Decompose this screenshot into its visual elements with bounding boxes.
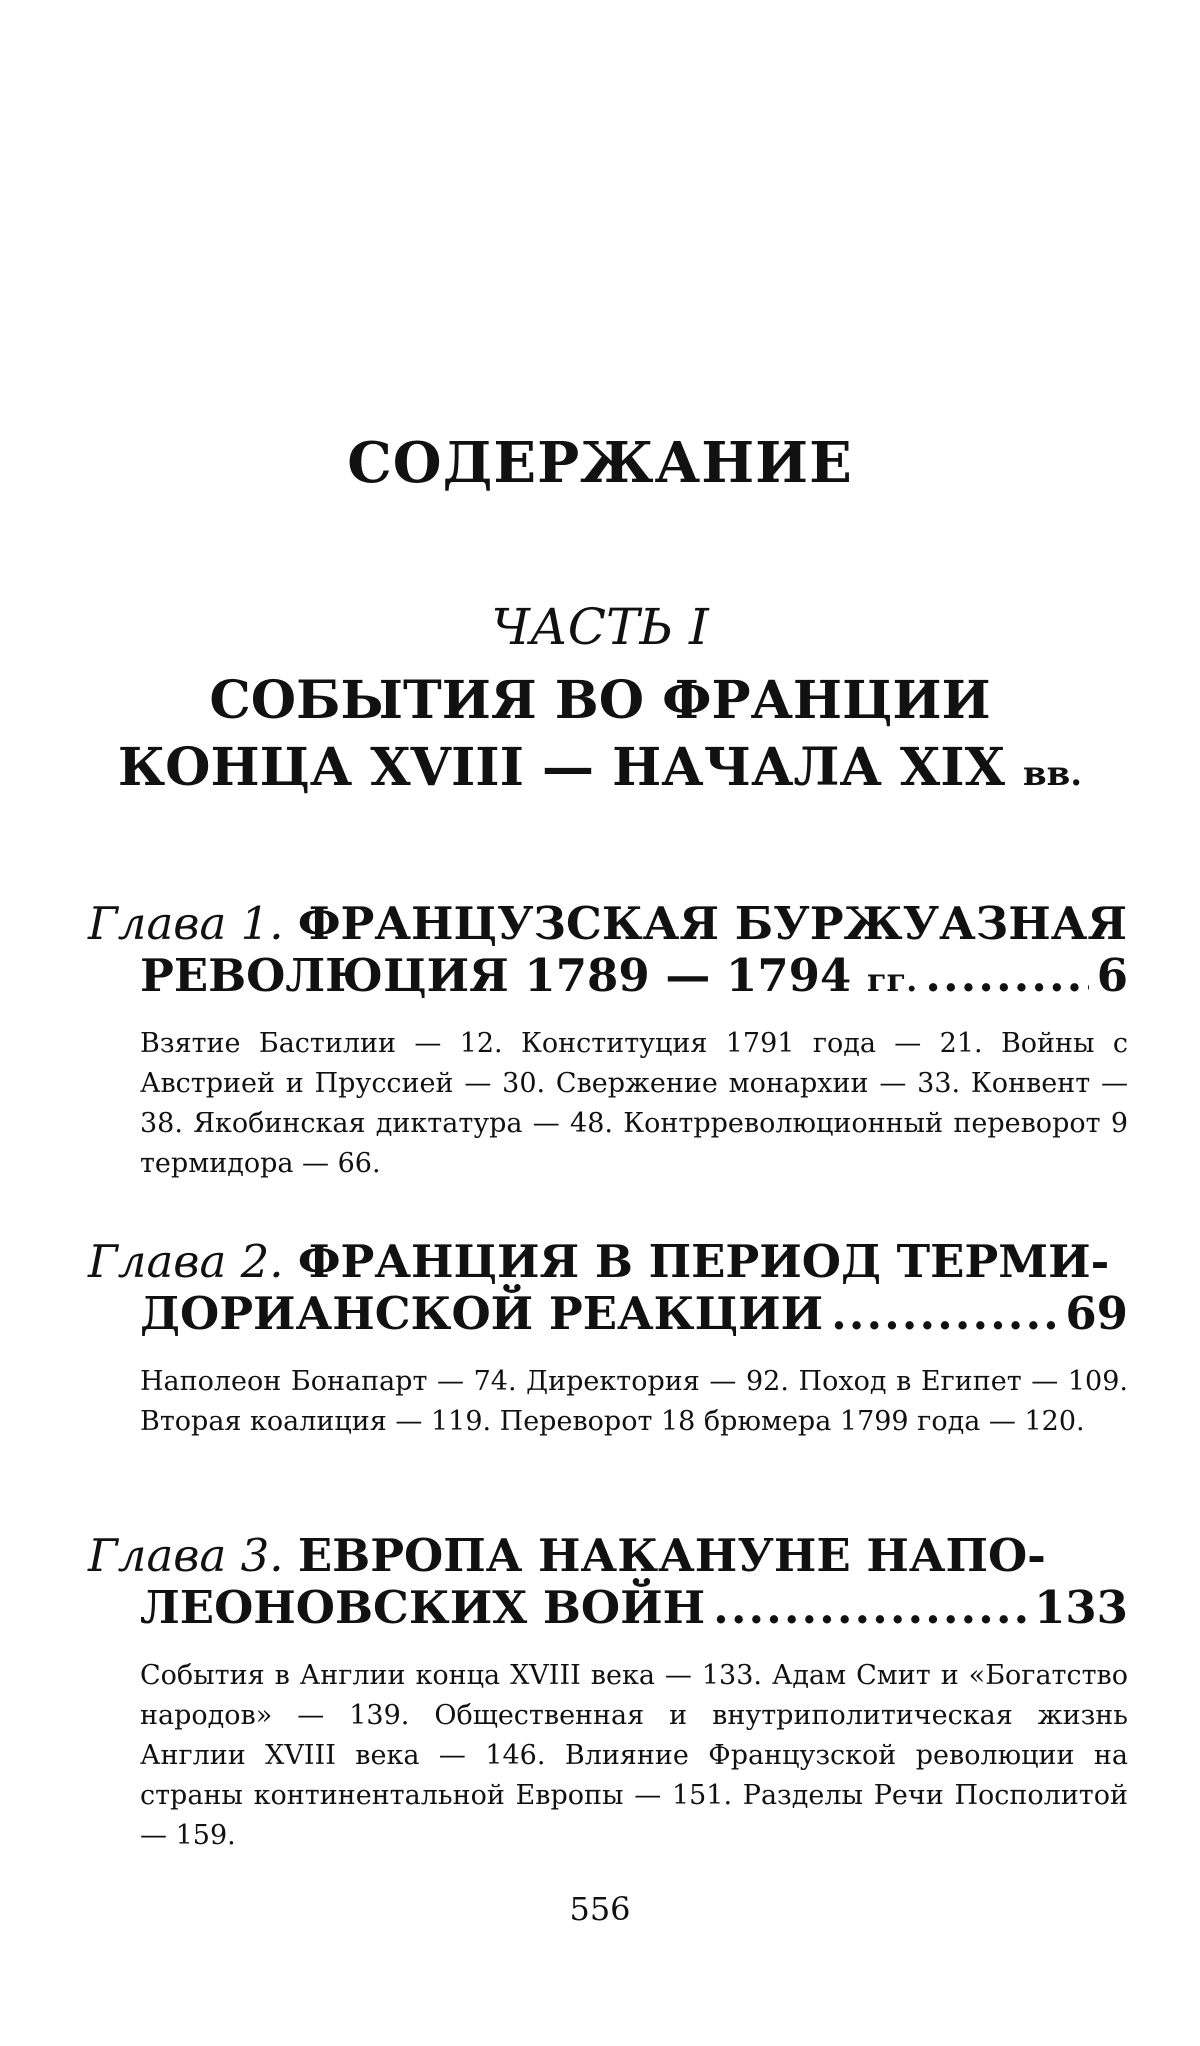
- dot-leader: [713, 1582, 1026, 1634]
- chapter-entry-2[interactable]: [88, 1236, 1128, 1442]
- part-title-line1-text: СОБЫТИЯ ВО ФРАНЦИИ: [209, 670, 991, 731]
- part-title-line2: [0, 735, 1200, 807]
- chapter-number: Глава 1.: [88, 897, 284, 950]
- chapter-heading-line1: [88, 1530, 1128, 1582]
- part-title-line2-text: КОНЦА XVIII — НАЧАЛА XIX: [117, 737, 1005, 798]
- chapter-title-line1: ЕВРОПА НАКАНУНЕ НАПО-: [297, 1529, 1046, 1582]
- chapter-title-line2-text: РЕВОЛЮЦИЯ 1789 — 1794: [140, 949, 852, 1002]
- chapter-entry-3[interactable]: [88, 1530, 1128, 1856]
- page-folio: 556: [569, 1890, 631, 1928]
- chapter-page-number: 133: [1034, 1581, 1128, 1634]
- chapter-heading-line1: [88, 898, 1128, 950]
- chapter-heading-line2: [140, 1288, 1128, 1340]
- part-title-line1: [0, 668, 1200, 734]
- part-title-line2-suffix: вв.: [1023, 754, 1083, 794]
- chapter-number: Глава 2.: [88, 1235, 284, 1288]
- chapter-number: Глава 3.: [88, 1529, 284, 1582]
- part-label: ЧАСТЬ I: [491, 598, 709, 656]
- chapter-page-number: 69: [1065, 1287, 1128, 1340]
- chapter-heading-line1: [88, 1236, 1128, 1288]
- chapter-summary: События в Англии конца XVIII века — 133. Адам Смит и «Богатство народов» — 139. Общественная и внутриполитическая жизнь Англии XVIII века — 146. Влияние Французской революции на страны континентальной Европы — 151. Разделы Речи Посполитой — 159.: [140, 1660, 1128, 1851]
- chapter-page-number: 6: [1096, 949, 1128, 1002]
- chapter-title-line1: ФРАНЦИЯ В ПЕРИОД ТЕРМИ-: [297, 1235, 1110, 1288]
- toc-title: СОДЕРЖАНИЕ: [347, 430, 853, 496]
- dot-leader: [925, 950, 1088, 1002]
- chapter-summary: Наполеон Бонапарт — 74. Директория — 92. Поход в Египет — 109. Вторая коалиция — 119. Переворот 18 брюмера 1799 года — 120.: [140, 1366, 1128, 1437]
- chapter-title-line2: ЛЕОНОВСКИХ ВОЙН: [140, 1581, 706, 1634]
- chapter-title-line1: ФРАНЦУЗСКАЯ БУРЖУАЗНАЯ: [297, 897, 1128, 950]
- chapter-heading-line2: [140, 950, 1128, 1002]
- chapter-entry-1[interactable]: [88, 898, 1128, 1184]
- chapter-title-line2: [140, 950, 917, 1006]
- chapter-title-line2-suffix: гг.: [866, 961, 918, 999]
- chapter-summary: Взятие Бастилии — 12. Конституция 1791 года — 21. Войны с Австрией и Пруссией — 30. Свержение монархии — 33. Конвент — 38. Якобинская диктатура — 48. Контрреволюционный переворот 9 термидора — 66.: [140, 1028, 1128, 1179]
- chapter-heading-line2: [140, 1582, 1128, 1634]
- chapter-title-line2: ДОРИАНСКОЙ РЕАКЦИИ: [140, 1287, 824, 1340]
- dot-leader: [831, 1288, 1057, 1340]
